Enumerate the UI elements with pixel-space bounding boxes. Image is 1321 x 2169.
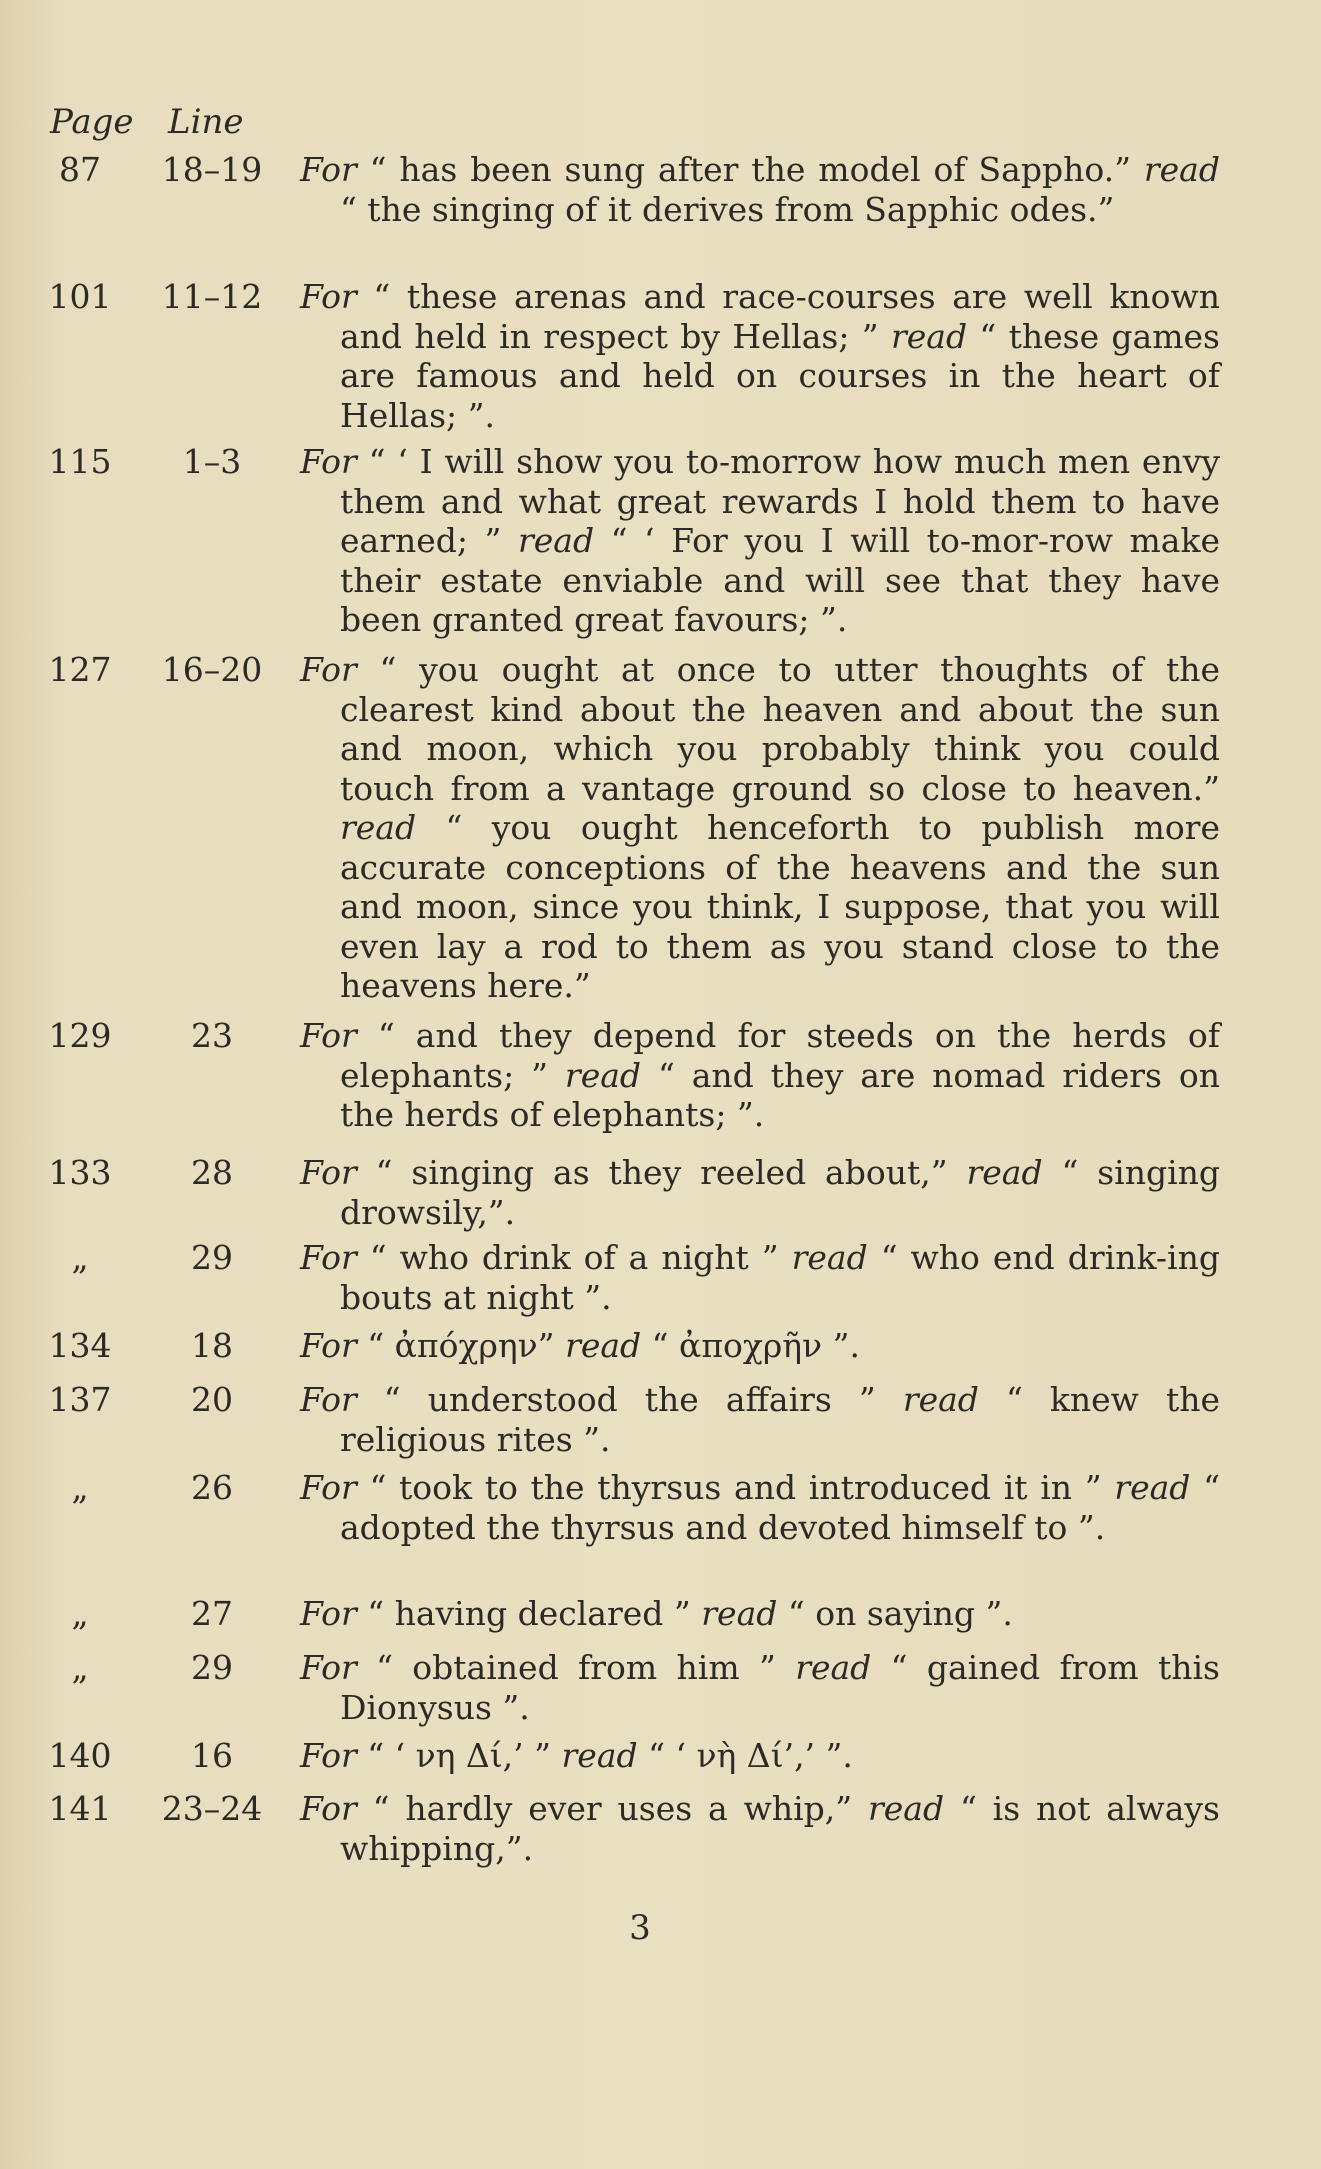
entry-text (300, 650, 1220, 1006)
original-text: “ ‘ νη Δί,’ ” (367, 1736, 552, 1775)
read-label: read (867, 1789, 945, 1828)
read-label: read (561, 1736, 638, 1775)
for-label: For (300, 1648, 357, 1687)
entry-line-number: 1–3 (182, 442, 242, 481)
entry-page-number: „ (71, 1594, 89, 1633)
original-text: “ you ought at once to utter thoughts of the clearest kind about the heaven and about the sun and moon, which you probably think you could touch from a vantage ground so close to heaven.” (340, 650, 1220, 808)
original-text: “ having declared ” (367, 1594, 691, 1633)
entry-page-number: „ (71, 1648, 89, 1687)
entry-line-number: 23–24 (161, 1789, 263, 1828)
original-text: “ hardly ever uses a whip,” (372, 1789, 853, 1828)
read-label: read (517, 521, 595, 560)
entry-text (300, 1380, 1220, 1459)
entry-line-number: 29 (191, 1648, 233, 1687)
original-text: “ understood the affairs ” (383, 1380, 876, 1419)
entry-text (300, 1153, 1220, 1232)
entry-page-number: 87 (59, 150, 101, 189)
corrected-text: “ ‘ νὴ Δί’,’ ”. (648, 1736, 853, 1775)
corrected-text: “ and they are nomad riders on the herds of elephants; ”. (340, 1055, 1220, 1134)
entry-line-number: 16 (191, 1736, 233, 1775)
entry-page-number: 133 (48, 1153, 112, 1192)
for-label: For (300, 150, 357, 189)
corrected-text: “ singing drowsily,”. (340, 1153, 1221, 1232)
read-label: read (795, 1648, 872, 1687)
entry-page-number: 127 (48, 650, 112, 689)
entry-line-number: 16–20 (161, 650, 263, 689)
entry-line-number: 18–19 (161, 150, 263, 189)
entry-page-number: 140 (48, 1736, 112, 1775)
read-label: read (1114, 1468, 1191, 1507)
entry-line-number: 18 (191, 1326, 233, 1365)
read-label: read (1143, 150, 1220, 189)
entry-line-number: 11–12 (161, 277, 263, 316)
entry-page-number: 141 (48, 1789, 112, 1828)
page-column-label: Page (50, 102, 134, 142)
for-label: For (300, 1789, 357, 1828)
corrected-text: “ ἀποχρῆν ”. (651, 1326, 860, 1365)
for-label: For (300, 277, 357, 316)
entry-page-number: „ (71, 1468, 89, 1507)
original-text: “ who drink of a night ” (369, 1238, 779, 1277)
original-text: “ these arenas and race-courses are well known and held in respect by Hellas; ” (340, 277, 1220, 356)
entry-line-number: 27 (191, 1594, 233, 1633)
entry-page-number: 129 (48, 1016, 112, 1055)
entry-text (300, 1326, 1220, 1366)
entry-line-number: 20 (191, 1380, 233, 1419)
corrected-text: “ knew the religious rites ”. (340, 1380, 1220, 1459)
original-text: “ ‘ I will show you to-morrow how much men envy them and what great rewards I hold them to have earned; ” (340, 442, 1220, 560)
entry-page-number: 101 (48, 277, 112, 316)
read-label: read (902, 1380, 979, 1419)
entry-page-number: 137 (48, 1380, 112, 1419)
original-text: “ took to the thyrsus and introduced it in ” (369, 1468, 1102, 1507)
entry-line-number: 29 (191, 1238, 233, 1277)
entry-text (300, 1016, 1220, 1135)
for-label: For (300, 650, 357, 689)
read-label: read (564, 1055, 642, 1095)
read-label: read (565, 1326, 642, 1365)
entry-line-number: 28 (191, 1153, 233, 1192)
corrected-text: “ adopted the thyrsus and devoted himself to ”. (340, 1468, 1220, 1547)
read-label: read (340, 808, 417, 847)
corrected-text: “ you ought henceforth to publish more accurate conceptions of the heavens and the sun and moon, since you think, I suppose, that you will even lay a rod to them as you stand close to the heavens here.” (340, 808, 1220, 1005)
corrected-text: “ gained from this Dionysus ”. (340, 1648, 1220, 1727)
read-label: read (966, 1153, 1043, 1192)
for-label: For (300, 442, 357, 481)
original-text: “ and they depend for steeds on the herds of elephants; ” (340, 1016, 1220, 1095)
line-column-label: Line (168, 102, 244, 142)
entry-text (300, 150, 1220, 229)
entry-text (300, 1468, 1220, 1547)
read-label: read (791, 1238, 868, 1277)
for-label: For (300, 1736, 357, 1775)
for-label: For (300, 1016, 357, 1055)
entry-page-number: 115 (48, 442, 112, 481)
read-label: read (890, 316, 968, 356)
entry-page-number: „ (71, 1238, 89, 1277)
entry-line-number: 26 (191, 1468, 233, 1507)
corrected-text: “ the singing of it derives from Sapphic odes.” (340, 189, 1115, 229)
corrected-text: “ these games are famous and held on courses in the heart of Hellas; ”. (340, 316, 1220, 435)
entry-text (300, 1238, 1220, 1317)
original-text: “ singing as they reeled about,” (375, 1153, 948, 1192)
for-label: For (300, 1153, 357, 1192)
corrected-text: “ is not always whipping,”. (340, 1789, 1220, 1868)
original-text: “ obtained from him ” (376, 1648, 776, 1687)
for-label: For (300, 1238, 357, 1277)
read-label: read (701, 1594, 778, 1633)
for-label: For (300, 1326, 357, 1365)
for-label: For (300, 1468, 357, 1507)
entry-text (300, 277, 1220, 435)
page-number: 3 (629, 1908, 651, 1948)
entry-text (300, 1789, 1220, 1868)
entry-text (300, 1648, 1220, 1727)
entry-page-number: 134 (48, 1326, 112, 1365)
original-text: “ has been sung after the model of Sappho.” (369, 150, 1131, 189)
corrected-text: “ on saying ”. (787, 1594, 1013, 1633)
entry-text (300, 1594, 1220, 1634)
corrected-text: “ ‘ For you I will to-mor-row make their estate enviable and will see that they have been granted great favours; ”. (340, 521, 1220, 639)
entry-text (300, 442, 1220, 640)
entry-line-number: 23 (191, 1016, 233, 1055)
original-text: “ ἀπόχρην” (367, 1326, 555, 1365)
for-label: For (300, 1380, 357, 1419)
entry-text (300, 1736, 1220, 1776)
corrected-text: “ who end drink-ing bouts at night ”. (340, 1238, 1220, 1317)
for-label: For (300, 1594, 357, 1633)
